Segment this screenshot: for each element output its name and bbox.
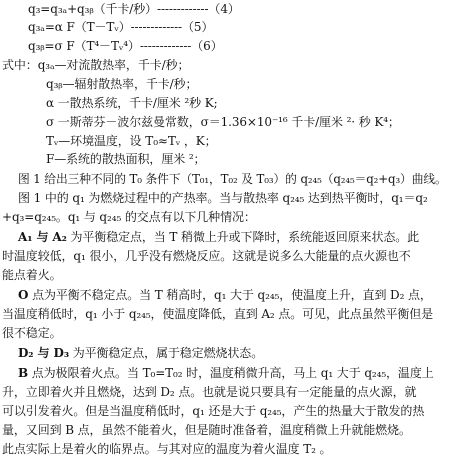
lead-o: O xyxy=(18,288,29,302)
paragraph-o-line1: O 点为平衡不稳定点。当 T 稍高时，q₁ 大于 q₂₄₅，使温度上升，直到 D₂ 点， xyxy=(18,288,432,302)
paragraph-b-line2: 升，立即着火并且燃烧，达到 D₂ 点。也就是说只要具有一定能量的点火源，就 xyxy=(2,385,417,399)
paragraph-b-line1: B 点为极限着火点。当 T₀=T₀₂ 时，温度稍微升高，马上 q₁ 大于 q₂₄₅，温度上 xyxy=(18,366,434,380)
paragraph-a-line3: 能点着火。 xyxy=(2,268,62,282)
paragraph-b-line5: 此点实际上是着火的临界点。与其对应的温度为着火温度 T₂ 。 xyxy=(2,442,332,456)
paragraph-d-line1: D₂ 与 D₃ 为平衡稳定点，属于稳定燃烧状态。 xyxy=(18,346,264,360)
paragraph-b-line4: 量，又回到 B 点，虽然不能着火，但是随时准备着，温度稍微上升就能燃烧。 xyxy=(2,423,411,437)
lead-d: D₂ 与 D₃ xyxy=(18,346,69,360)
lead-b: B xyxy=(18,366,29,380)
definition-area: F—系统的散热面积，厘米 ²； xyxy=(46,152,206,166)
lead-a: A₁ 与 A₂ xyxy=(18,230,67,244)
paragraph-fig1-line2: +q₃=q₂₄₅。q₁ 与 q₂₄₅ 的交点有以下几种情况： xyxy=(2,210,256,224)
equation-5: q₃ₐ=α F（T－Tᵥ）-------------（5） xyxy=(28,20,214,34)
definition-ambient-temperature: Tᵥ—环境温度，设 T₀≈Tᵥ ，K； xyxy=(46,134,217,148)
paragraph-b-line3: 可以引发着火。但是当温度稍低时，q₁ 还是大于 q₂₄₅，产生的热量大于散发的热 xyxy=(2,404,425,418)
definition-sigma: σ 一斯蒂芬－波尔兹曼常数，σ＝1.36×10⁻¹⁶ 千卡/厘米 ²· 秒 K⁴； xyxy=(46,115,400,129)
definition-alpha: α 一散热系统，千卡/厘米 ²秒 K; xyxy=(46,96,218,110)
paragraph-a-line1: A₁ 与 A₂ 为平衡稳定点，当 T 稍微上升或下降时，系统能返回原来状态。此 xyxy=(18,230,420,244)
definition-intro: 式中：q₃ₐ—对流散热率，千卡/秒； xyxy=(2,58,190,72)
paragraph-a-line2: 时温度较低，q₁ 很小，几乎没有燃烧反应。这就是说多么大能量的点火源也不 xyxy=(2,249,411,263)
paragraph-fig1-line1: 图 1 中的 q₁ 为燃烧过程中的产热率。当与散热率 q₂₄₅ 达到热平衡时，q₁＝q₂ xyxy=(18,191,428,205)
paragraph-o-line2: 当温度稍低时，q₁ 小于 q₂₄₅，使温度降低，直到 A₂ 点。可见，此点虽然平衡但是 xyxy=(2,307,434,321)
paragraph-o-line3: 很不稳定。 xyxy=(2,326,62,340)
equation-6: q₃ᵦ=σ F（T⁴－Tᵥ⁴）-------------（6） xyxy=(28,39,223,53)
definition-radiation: q₃ᵦ—辐射散热率，千卡/秒； xyxy=(46,77,198,91)
equation-4: q₃=q₃ₐ+q₃ᵦ（千卡/秒）-------------（4） xyxy=(28,2,240,16)
paragraph-fig1-intro: 图 1 给出三种不同的 T₀ 条件下（T₀₁，T₀₂ 及 T₀₃）的 q₂₄₅（q₂₄₅＝q₂+q₃）曲线。 xyxy=(18,172,447,186)
